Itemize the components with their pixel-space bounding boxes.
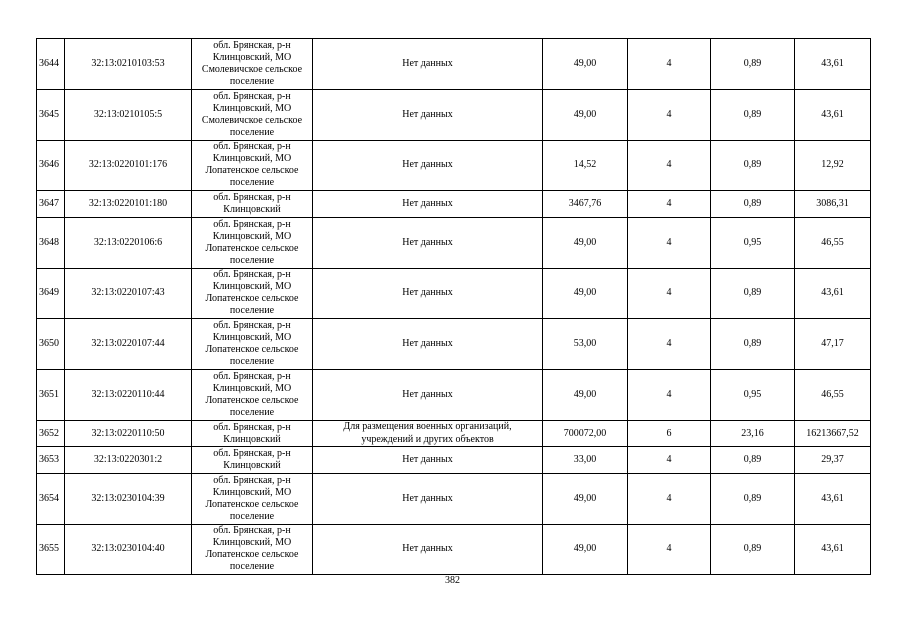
address-line: Клинцовский, МО — [212, 486, 292, 498]
cell-coef: 0,89 — [711, 319, 795, 370]
address-line: Клинцовский, МО — [212, 383, 292, 395]
cell-num: 3645 — [37, 89, 65, 140]
purpose-line: Нет данных — [402, 492, 453, 504]
address-line: Лопатенское сельское — [205, 344, 299, 356]
cell-cadastral: 32:13:0220106:6 — [65, 217, 192, 268]
cell-address — [192, 447, 313, 473]
table-row — [37, 191, 871, 217]
cell-num: 3653 — [37, 447, 65, 473]
cell-area: 49,00 — [543, 524, 628, 575]
address-line: Смолевичское сельское — [201, 63, 303, 75]
cell-coef: 0,95 — [711, 217, 795, 268]
cell-num: 3651 — [37, 370, 65, 421]
address-line: обл. Брянская, р-н — [213, 320, 291, 332]
cell-address — [192, 217, 313, 268]
cell-cadastral: 32:13:0210103:53 — [65, 39, 192, 90]
address-line: Смолевичское сельское — [201, 114, 303, 126]
cell-address — [192, 319, 313, 370]
cell-cadastral: 32:13:0230104:40 — [65, 524, 192, 575]
address-line: Клинцовский — [223, 204, 281, 216]
purpose-line: Нет данных — [402, 236, 453, 248]
cell-purpose — [313, 191, 543, 217]
cell-group: 4 — [628, 140, 711, 191]
address-line: поселение — [229, 177, 275, 189]
cell-value: 46,55 — [795, 217, 871, 268]
purpose-line: Нет данных — [402, 338, 453, 350]
cell-value: 43,61 — [795, 473, 871, 524]
cell-coef: 0,89 — [711, 524, 795, 575]
cell-cadastral: 32:13:0220301:2 — [65, 447, 192, 473]
cell-cadastral: 32:13:0220107:43 — [65, 268, 192, 319]
cell-coef: 0,89 — [711, 268, 795, 319]
cell-group: 4 — [628, 89, 711, 140]
cell-num: 3650 — [37, 319, 65, 370]
cell-num: 3654 — [37, 473, 65, 524]
purpose-line: Для размещения военных организаций, — [343, 421, 512, 433]
address-line: Клинцовский, МО — [212, 281, 292, 293]
cell-area: 49,00 — [543, 39, 628, 90]
address-line: обл. Брянская, р-н — [213, 269, 291, 281]
table-row — [37, 319, 871, 370]
cell-group: 4 — [628, 447, 711, 473]
cell-coef: 0,89 — [711, 191, 795, 217]
address-line: поселение — [229, 561, 275, 573]
cell-coef: 0,89 — [711, 39, 795, 90]
page-number: 382 — [445, 575, 460, 586]
address-line: поселение — [229, 75, 275, 87]
purpose-line: Нет данных — [402, 453, 453, 465]
cell-num: 3648 — [37, 217, 65, 268]
table-row — [37, 420, 871, 446]
cell-area: 49,00 — [543, 89, 628, 140]
cell-group: 4 — [628, 191, 711, 217]
cell-area: 49,00 — [543, 473, 628, 524]
cell-area: 49,00 — [543, 268, 628, 319]
address-line: Лопатенское сельское — [205, 293, 299, 305]
cell-cadastral: 32:13:0220107:44 — [65, 319, 192, 370]
address-line: Лопатенское сельское — [205, 242, 299, 254]
cell-value: 16213667,52 — [795, 420, 871, 446]
address-line: Клинцовский, МО — [212, 332, 292, 344]
address-line: обл. Брянская, р-н — [213, 192, 291, 204]
cell-group: 6 — [628, 420, 711, 446]
cell-address — [192, 370, 313, 421]
purpose-line: Нет данных — [402, 543, 453, 555]
cell-value: 43,61 — [795, 89, 871, 140]
table-body — [37, 39, 871, 575]
cell-group: 4 — [628, 524, 711, 575]
cell-group: 4 — [628, 268, 711, 319]
purpose-line: Нет данных — [402, 159, 453, 171]
table-row — [37, 268, 871, 319]
cell-coef: 0,89 — [711, 140, 795, 191]
cell-group: 4 — [628, 319, 711, 370]
cell-purpose — [313, 39, 543, 90]
cell-value: 46,55 — [795, 370, 871, 421]
address-line: Клинцовский — [223, 460, 281, 472]
cell-value: 3086,31 — [795, 191, 871, 217]
address-line: Клинцовский, МО — [212, 51, 292, 63]
cell-purpose — [313, 420, 543, 446]
cell-num: 3655 — [37, 524, 65, 575]
cell-group: 4 — [628, 473, 711, 524]
address-line: поселение — [229, 305, 275, 317]
address-line: обл. Брянская, р-н — [213, 218, 291, 230]
address-line: Лопатенское сельское — [205, 498, 299, 510]
cell-group: 4 — [628, 370, 711, 421]
cell-purpose — [313, 319, 543, 370]
cell-coef: 23,16 — [711, 420, 795, 446]
address-line: поселение — [229, 126, 275, 138]
address-line: Клинцовский, МО — [212, 153, 292, 165]
address-line: поселение — [229, 510, 275, 522]
cell-cadastral: 32:13:0210105:5 — [65, 89, 192, 140]
cell-purpose — [313, 370, 543, 421]
cell-purpose — [313, 89, 543, 140]
cell-value: 43,61 — [795, 268, 871, 319]
cell-area: 700072,00 — [543, 420, 628, 446]
cell-cadastral: 32:13:0220110:50 — [65, 420, 192, 446]
cell-purpose — [313, 217, 543, 268]
cell-area: 3467,76 — [543, 191, 628, 217]
cell-address — [192, 524, 313, 575]
address-line: Клинцовский, МО — [212, 537, 292, 549]
cell-cadastral: 32:13:0220101:176 — [65, 140, 192, 191]
cell-area: 14,52 — [543, 140, 628, 191]
cell-coef: 0,89 — [711, 473, 795, 524]
cell-cadastral: 32:13:0220101:180 — [65, 191, 192, 217]
cell-cadastral: 32:13:0220110:44 — [65, 370, 192, 421]
table-row — [37, 39, 871, 90]
cell-area: 49,00 — [543, 217, 628, 268]
cell-coef: 0,95 — [711, 370, 795, 421]
cell-address — [192, 39, 313, 90]
cadastral-table — [36, 38, 871, 575]
purpose-line: Нет данных — [402, 108, 453, 120]
cell-address — [192, 140, 313, 191]
address-line: поселение — [229, 254, 275, 266]
cell-address — [192, 473, 313, 524]
address-line: обл. Брянская, р-н — [213, 448, 291, 460]
cell-purpose — [313, 447, 543, 473]
address-line: Лопатенское сельское — [205, 165, 299, 177]
cell-value: 29,37 — [795, 447, 871, 473]
cell-purpose — [313, 524, 543, 575]
address-line: обл. Брянская, р-н — [213, 525, 291, 537]
cell-purpose — [313, 268, 543, 319]
cell-group: 4 — [628, 39, 711, 90]
cell-value: 12,92 — [795, 140, 871, 191]
cell-address — [192, 191, 313, 217]
address-line: поселение — [229, 407, 275, 419]
purpose-line: Нет данных — [402, 197, 453, 209]
table-row — [37, 89, 871, 140]
cell-num: 3647 — [37, 191, 65, 217]
table-row — [37, 447, 871, 473]
cell-area: 33,00 — [543, 447, 628, 473]
cell-value: 43,61 — [795, 39, 871, 90]
table-row — [37, 524, 871, 575]
address-line: поселение — [229, 356, 275, 368]
cell-group: 4 — [628, 217, 711, 268]
cell-address — [192, 268, 313, 319]
cell-coef: 0,89 — [711, 89, 795, 140]
purpose-line: Нет данных — [402, 388, 453, 400]
address-line: Клинцовский, МО — [212, 102, 292, 114]
address-line: обл. Брянская, р-н — [213, 39, 291, 51]
cell-num: 3652 — [37, 420, 65, 446]
cell-address — [192, 89, 313, 140]
table-row — [37, 370, 871, 421]
address-line: Лопатенское сельское — [205, 549, 299, 561]
address-line: обл. Брянская, р-н — [213, 474, 291, 486]
address-line: обл. Брянская, р-н — [213, 90, 291, 102]
cell-purpose — [313, 140, 543, 191]
cell-area: 53,00 — [543, 319, 628, 370]
address-line: Клинцовский, МО — [212, 230, 292, 242]
cell-coef: 0,89 — [711, 447, 795, 473]
table-row — [37, 140, 871, 191]
purpose-line: учреждений и других объектов — [361, 433, 494, 445]
cell-num: 3646 — [37, 140, 65, 191]
purpose-line: Нет данных — [402, 287, 453, 299]
table-row — [37, 217, 871, 268]
cell-purpose — [313, 473, 543, 524]
cell-value: 47,17 — [795, 319, 871, 370]
address-line: обл. Брянская, р-н — [213, 141, 291, 153]
cell-num: 3644 — [37, 39, 65, 90]
table-row — [37, 473, 871, 524]
cell-num: 3649 — [37, 268, 65, 319]
address-line: Лопатенское сельское — [205, 395, 299, 407]
address-line: обл. Брянская, р-н — [213, 371, 291, 383]
purpose-line: Нет данных — [402, 57, 453, 69]
cell-address — [192, 420, 313, 446]
cell-value: 43,61 — [795, 524, 871, 575]
cell-area: 49,00 — [543, 370, 628, 421]
address-line: обл. Брянская, р-н — [213, 421, 291, 433]
cell-cadastral: 32:13:0230104:39 — [65, 473, 192, 524]
address-line: Клинцовский — [223, 433, 281, 445]
